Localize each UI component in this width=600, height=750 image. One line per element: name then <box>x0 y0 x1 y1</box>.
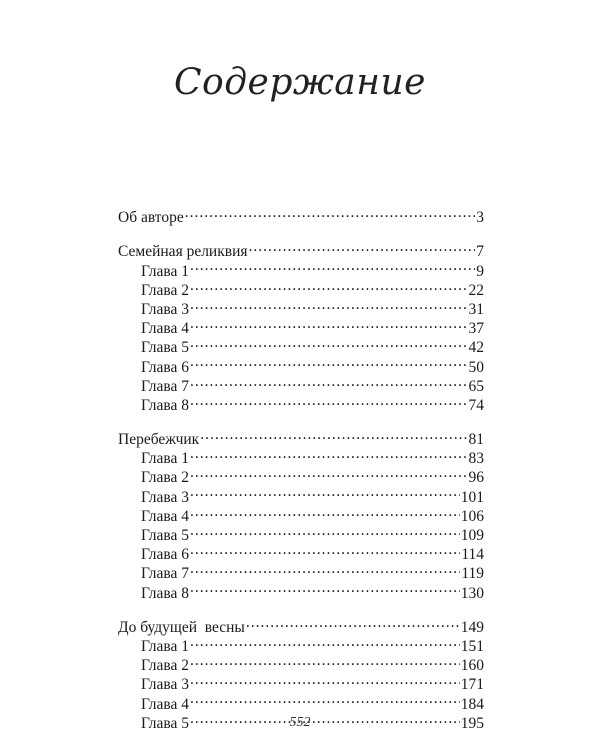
toc-chapter-page: 37 <box>468 320 484 338</box>
toc-chapter-page: 109 <box>460 527 484 544</box>
dot-leader <box>190 521 460 540</box>
toc-entry-page: 149 <box>460 618 484 636</box>
toc-entry-label: До будущей весны <box>118 618 245 636</box>
toc-entry-page: 3 <box>476 209 484 227</box>
toc-chapter-page: 22 <box>468 281 484 299</box>
toc-chapter-page: 151 <box>460 637 484 655</box>
dot-leader <box>190 352 467 371</box>
dot-leader <box>190 314 467 333</box>
toc-chapter-page: 96 <box>468 469 484 487</box>
toc-section-family-relic <box>118 237 484 414</box>
toc-entry[interactable] <box>118 425 484 449</box>
page-number: 552 <box>289 715 311 730</box>
dot-leader <box>190 559 460 578</box>
toc-chapter-label: Глава 5 <box>141 527 190 544</box>
dot-leader <box>190 502 460 521</box>
toc-chapter-label: Глава 7 <box>141 565 190 583</box>
toc-chapter-label: Глава 5 <box>141 714 190 732</box>
dot-leader <box>246 613 460 632</box>
toc-chapter-page: 50 <box>468 358 484 376</box>
toc-chapter-page: 83 <box>468 450 484 468</box>
toc-chapter-label: Глава 4 <box>141 695 190 713</box>
dot-leader <box>190 444 467 463</box>
toc-chapter-label: Глава 5 <box>141 339 190 357</box>
toc-chapter-label: Глава 8 <box>141 396 190 414</box>
toc-chapter-page: 9 <box>476 262 484 280</box>
toc-chapter-page: 114 <box>461 546 484 564</box>
dot-leader <box>190 651 460 670</box>
dot-leader <box>190 372 467 391</box>
toc-chapter-page: 74 <box>468 396 484 414</box>
toc-chapter-label: Глава 6 <box>141 546 190 564</box>
toc-chapter-label: Глава 2 <box>141 281 190 299</box>
toc-chapter-label: Глава 2 <box>141 469 190 487</box>
toc-chapter-label: Глава 6 <box>141 358 190 376</box>
toc-chapter-label: Глава 4 <box>141 507 190 525</box>
dot-leader <box>190 540 460 559</box>
toc-chapter-page: 160 <box>460 657 484 675</box>
toc-section-about-author <box>118 203 484 227</box>
toc-section-until-next-spring <box>118 613 484 732</box>
dot-leader <box>190 632 460 651</box>
toc-entry-page: 7 <box>476 243 484 261</box>
toc-chapter-page: 101 <box>460 488 484 506</box>
toc-entry-label: Семейная реликвия <box>118 243 248 261</box>
dot-leader <box>190 276 467 295</box>
toc-chapter-label: Глава 3 <box>141 488 190 506</box>
dot-leader <box>190 463 467 482</box>
toc-chapter-page: 171 <box>460 676 484 694</box>
dot-leader <box>190 670 460 689</box>
toc-chapter-label: Глава 3 <box>141 676 190 694</box>
toc-chapter-page: 130 <box>460 584 484 602</box>
toc-section-defector <box>118 425 484 602</box>
dot-leader <box>190 333 467 352</box>
toc-chapter-label: Глава 3 <box>141 300 190 318</box>
toc-chapter-page: 31 <box>468 300 484 318</box>
toc-entry[interactable] <box>118 203 484 227</box>
toc-chapter-page: 195 <box>460 714 484 732</box>
toc-chapter-page: 184 <box>460 695 484 713</box>
toc-chapter-page: 106 <box>460 507 484 525</box>
toc-chapter-label: Глава 4 <box>141 320 190 338</box>
dot-leader <box>185 203 476 222</box>
toc-chapter-page: 65 <box>468 377 484 395</box>
page-title: Содержание <box>174 62 426 103</box>
dot-leader <box>190 578 460 597</box>
toc-chapter-label: Глава 1 <box>141 262 190 280</box>
toc-entry-label: Перебежчик <box>118 431 200 449</box>
toc-chapter-label: Глава 8 <box>141 584 190 602</box>
toc-entry-page: 81 <box>468 431 484 449</box>
toc-entry[interactable] <box>118 237 484 261</box>
toc-chapter-label: Глава 2 <box>141 657 190 675</box>
toc-chapter-page: 119 <box>461 565 484 583</box>
toc-entry-label: Об авторе <box>118 209 184 227</box>
table-of-contents <box>118 203 484 743</box>
toc-chapter-label: Глава 1 <box>141 450 190 468</box>
dot-leader <box>190 391 467 410</box>
dot-leader <box>190 295 467 314</box>
toc-chapter-page: 42 <box>468 339 484 357</box>
dot-leader <box>200 425 467 444</box>
dot-leader <box>190 256 475 275</box>
dot-leader <box>249 237 476 256</box>
dot-leader <box>190 689 460 708</box>
dot-leader <box>190 482 460 501</box>
toc-chapter-label: Глава 7 <box>141 377 190 395</box>
toc-chapter-label: Глава 1 <box>141 637 190 655</box>
toc-entry[interactable] <box>118 613 484 636</box>
